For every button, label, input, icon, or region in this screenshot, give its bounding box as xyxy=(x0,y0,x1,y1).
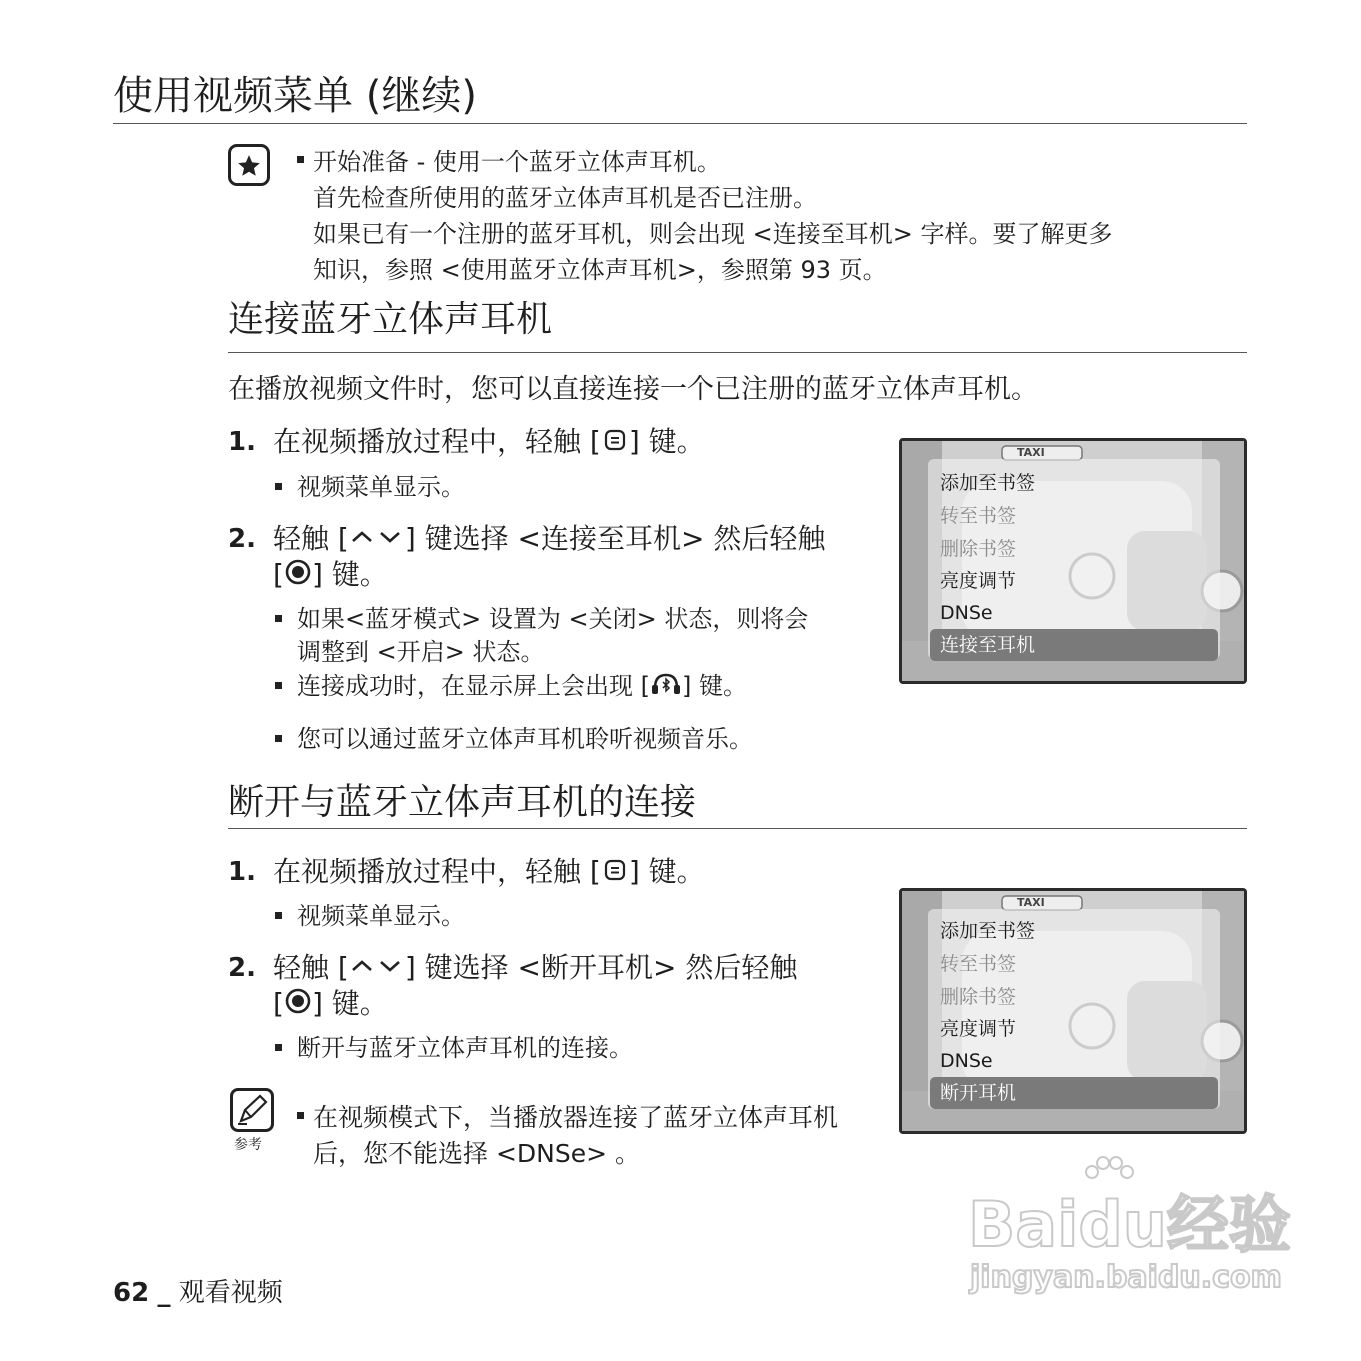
step-2-sub-1-cont: 调整到 <开启> 状态。 xyxy=(297,638,545,666)
step-2-line-1: 轻触 [ ] 键选择 <断开耳机> 然后轻触 xyxy=(273,950,797,987)
step-1-text: 在视频播放过程中，轻触 [ ] 键。 xyxy=(273,854,705,891)
step-2-line-2: [ ] 键。 xyxy=(273,986,388,1024)
title-divider xyxy=(113,123,1247,124)
step-1-text: 在视频播放过程中，轻触 [ ] 键。 xyxy=(273,424,705,461)
footer-section: 观看视频 xyxy=(178,1278,283,1308)
menu-item-add-bookmark[interactable]: 添加至书签 xyxy=(940,920,1036,942)
select-key-icon xyxy=(284,987,312,1024)
taxi-sign: TAXI xyxy=(1017,446,1045,459)
page-footer xyxy=(113,1276,283,1310)
bullet xyxy=(275,682,282,689)
menu-item-selected[interactable]: 连接至耳机 xyxy=(930,629,1218,661)
step-number: 1. xyxy=(228,427,256,457)
star-icon xyxy=(228,144,270,186)
tip-line-2: 首先检查所使用的蓝牙立体声耳机是否已注册。 xyxy=(313,184,817,212)
watermark-url: jingyan.baidu.com xyxy=(970,1260,1282,1295)
page-number: 62 xyxy=(113,1278,150,1308)
taxi-sign: TAXI xyxy=(1017,896,1045,909)
video-menu xyxy=(928,459,1220,659)
menu-item-add-bookmark[interactable]: 添加至书签 xyxy=(940,472,1036,494)
menu-key-icon xyxy=(603,425,627,461)
bullet xyxy=(275,483,282,490)
step-number: 2. xyxy=(228,953,256,983)
pencil-note-icon xyxy=(230,1088,274,1132)
section-intro: 在播放视频文件时，您可以直接连接一个已注册的蓝牙立体声耳机。 xyxy=(228,374,1038,405)
step-2-sub-3: 您可以通过蓝牙立体声耳机聆听视频音乐。 xyxy=(297,725,753,753)
menu-item-delete-bookmark[interactable]: 删除书签 xyxy=(940,538,1017,560)
menu-item-brightness[interactable]: 亮度调节 xyxy=(940,1018,1017,1040)
menu-item-dnse[interactable]: DNSe xyxy=(940,602,993,624)
bullet xyxy=(297,156,304,163)
device-screen-connect xyxy=(899,438,1247,684)
section-heading-connect: 连接蓝牙立体声耳机 xyxy=(228,299,553,340)
watermark-brand: Baidu经验 xyxy=(968,1188,1291,1261)
bullet xyxy=(275,1044,282,1051)
reference-label: 参考 xyxy=(234,1137,262,1153)
step-2-sub: 断开与蓝牙立体声耳机的连接。 xyxy=(297,1034,633,1062)
footer-separator: _ xyxy=(157,1278,171,1308)
step-2-line-2: [ ] 键。 xyxy=(273,557,388,595)
section-heading-disconnect: 断开与蓝牙立体声耳机的连接 xyxy=(228,782,697,823)
step-1-sub: 视频菜单显示。 xyxy=(297,902,465,930)
video-menu xyxy=(928,909,1220,1109)
bullet xyxy=(275,615,282,622)
device-screen-disconnect xyxy=(899,888,1247,1134)
menu-item-delete-bookmark[interactable]: 删除书签 xyxy=(940,986,1017,1008)
tip-line-1: 开始准备 - 使用一个蓝牙立体声耳机。 xyxy=(313,148,721,176)
menu-item-brightness[interactable]: 亮度调节 xyxy=(940,570,1017,592)
menu-item-goto-bookmark[interactable]: 转至书签 xyxy=(940,953,1017,975)
section-divider xyxy=(228,828,1247,829)
step-2-line-1: 轻触 [ ] 键选择 <连接至耳机> 然后轻触 xyxy=(273,521,825,558)
step-number: 1. xyxy=(228,857,256,887)
menu-item-goto-bookmark[interactable]: 转至书签 xyxy=(940,505,1017,527)
bluetooth-headset-icon xyxy=(650,670,682,705)
step-number: 2. xyxy=(228,524,256,554)
menu-key-icon xyxy=(603,855,627,891)
step-1-sub: 视频菜单显示。 xyxy=(297,473,465,501)
menu-item-dnse[interactable]: DNSe xyxy=(940,1050,993,1072)
section-divider xyxy=(228,352,1247,353)
reference-line-2: 后，您不能选择 <DNSe> 。 xyxy=(313,1139,640,1168)
page-title: 使用视频菜单 (继续) xyxy=(113,73,477,119)
step-2-sub-2: 连接成功时，在显示屏上会出现 [ ] 键。 xyxy=(297,669,747,705)
step-2-sub-1: 如果<蓝牙模式> 设置为 <关闭> 状态，则将会 xyxy=(297,605,809,633)
bullet xyxy=(275,735,282,742)
select-key-icon xyxy=(284,558,312,595)
up-down-key-icon xyxy=(349,951,405,987)
bullet xyxy=(275,912,282,919)
bullet xyxy=(297,1112,304,1119)
up-down-key-icon xyxy=(349,522,405,558)
reference-line-1: 在视频模式下，当播放器连接了蓝牙立体声耳机 xyxy=(313,1103,839,1132)
tip-line-3: 如果已有一个注册的蓝牙耳机，则会出现 <连接至耳机> 字样。要了解更多 xyxy=(313,220,1113,248)
menu-item-selected[interactable]: 断开耳机 xyxy=(930,1077,1218,1109)
tip-line-4: 知识，参照 <使用蓝牙立体声耳机>，参照第 93 页。 xyxy=(313,256,887,284)
